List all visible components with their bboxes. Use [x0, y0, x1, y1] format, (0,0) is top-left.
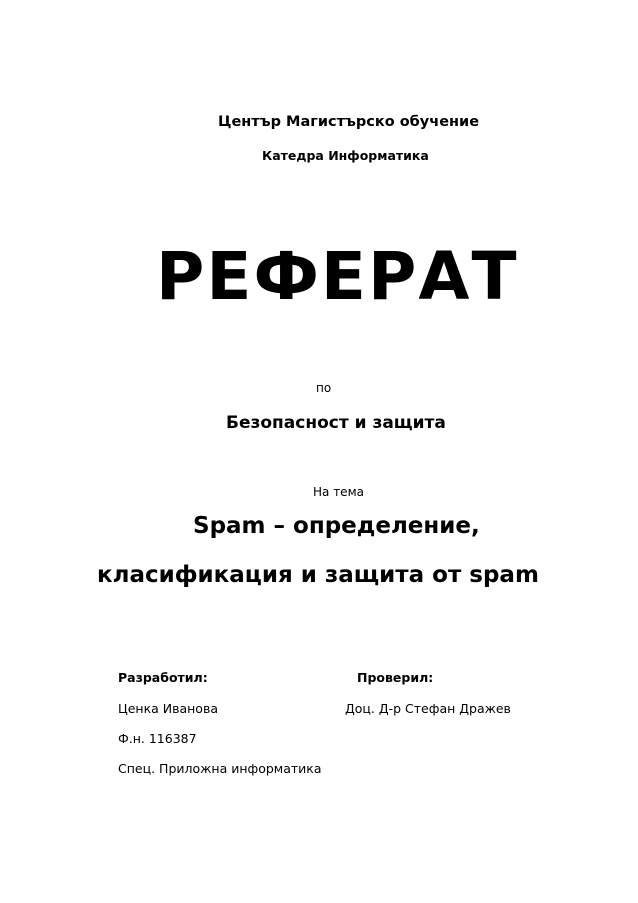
author-label: Разработил:: [118, 670, 208, 685]
subject-preposition: по: [316, 381, 332, 395]
topic-label: На тема: [313, 485, 364, 499]
reviewer-label: Проверил:: [357, 670, 434, 685]
topic-title-line-2: класификация и защита от spam: [97, 562, 539, 588]
topic-title-line-1: Spam – определение,: [193, 513, 480, 539]
document-type-title: РЕФЕРАТ: [156, 238, 519, 315]
reviewer-name: Доц. Д-р Стефан Дражев: [345, 701, 511, 716]
faculty-number: Ф.н. 116387: [118, 731, 197, 746]
specialty: Спец. Приложна информатика: [118, 761, 322, 776]
subject-name: Безопасност и защита: [226, 413, 446, 433]
department-name: Катедра Информатика: [262, 148, 429, 163]
author-name: Ценка Иванова: [118, 701, 218, 716]
center-name: Център Магистърско обучение: [218, 114, 480, 130]
